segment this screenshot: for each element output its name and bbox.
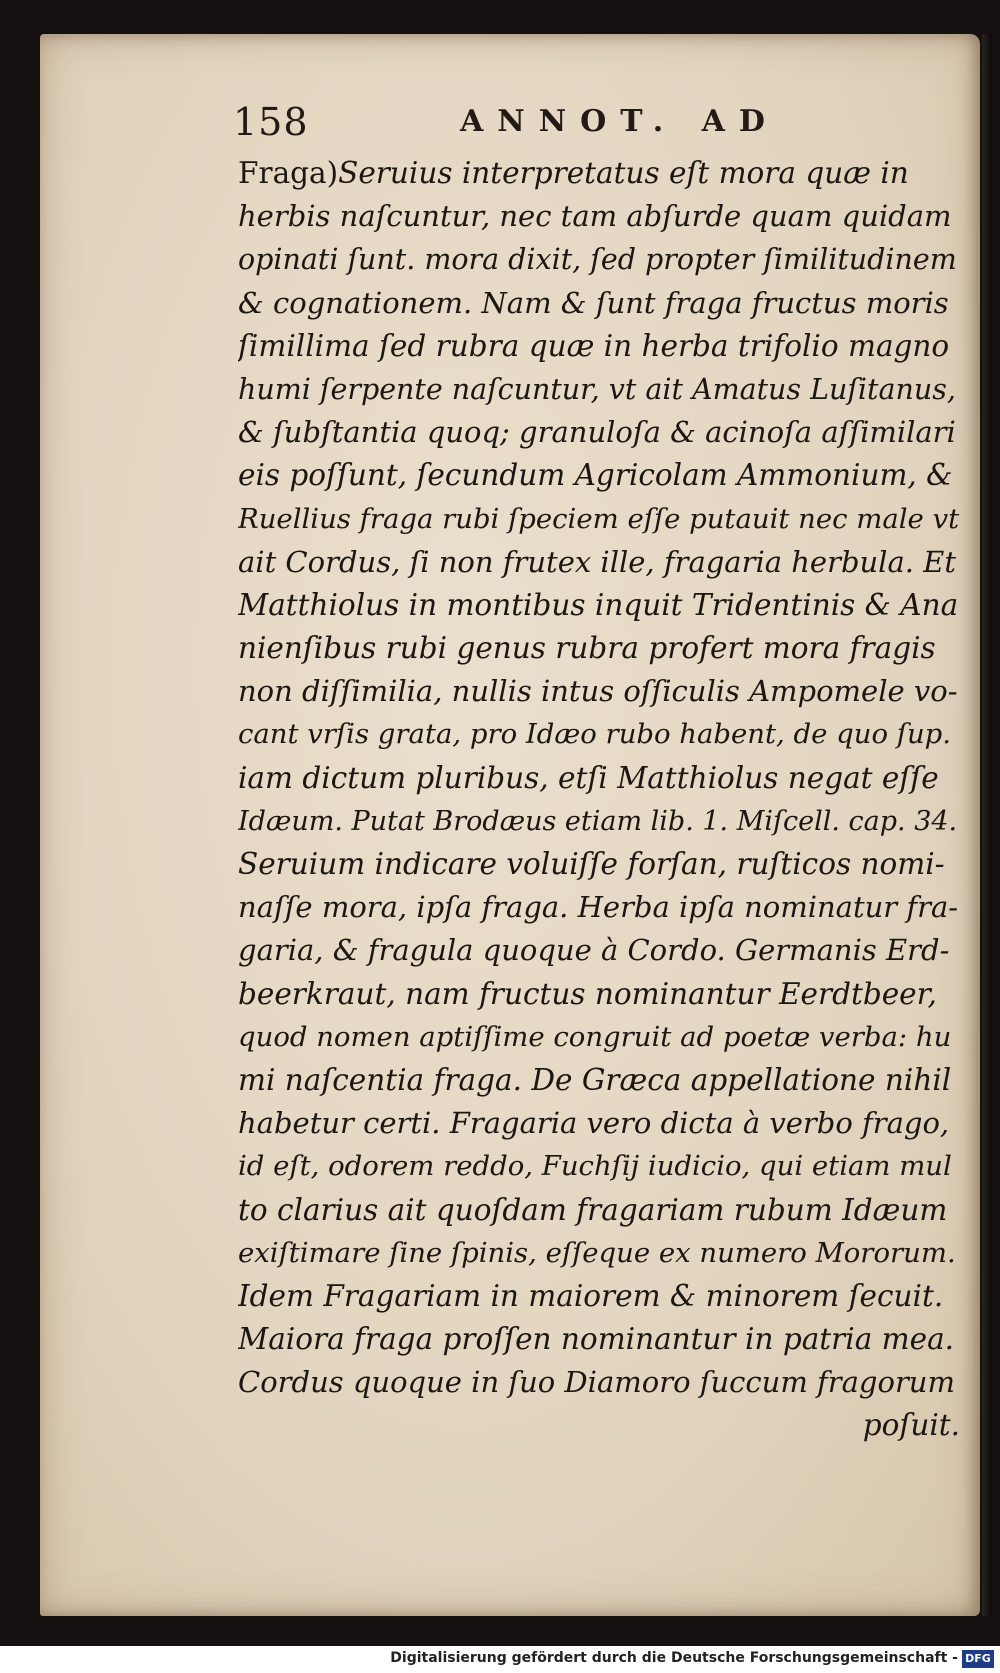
- text-line: Cordus quoque in ſuo Diamoro ſuccum fragorum: [238, 1365, 955, 1400]
- text-line: habetur certi. Fragaria vero dicta à verbo frago,: [238, 1106, 950, 1141]
- text-line: beerkraut, nam fructus nominantur Eerdtbeer,: [238, 976, 937, 1011]
- funding-credit: Digitalisierung gefördert durch die Deutsche Forschungsgemeinschaft -: [390, 1650, 958, 1666]
- text-line: & ſubſtantia quoq; granuloſa & acinoſa aſſimilari: [238, 415, 956, 450]
- text-line: Idæum. Putat Brodæus etiam lib. 1. Miſcell. cap. 34.: [238, 805, 958, 837]
- text-line: ſimillima ſed rubra quæ in herba trifolio magno: [238, 328, 950, 363]
- text-line: nienſibus rubi genus rubra profert mora fragis: [238, 631, 936, 666]
- dfg-logo-icon: DFG: [962, 1650, 994, 1668]
- text-line: Ruellius fraga rubi ſpeciem eſſe putauit nec male vt: [238, 502, 960, 535]
- text-line: cant vrſis grata, pro Idæo rubo habent, de quo ſup.: [238, 718, 951, 751]
- running-title: ANNOT. AD: [460, 104, 779, 139]
- digitization-footer: [0, 1646, 1000, 1673]
- body-text: [238, 152, 960, 1448]
- page-header: [0, 100, 1000, 150]
- text-line: [238, 152, 960, 195]
- page-edge: [982, 34, 992, 1616]
- text-line: Idem Fragariam in maiorem & minorem ſecuit.: [238, 1278, 944, 1313]
- text-line: Seruium indicare voluiſſe forſan, ruſticos nomi-: [238, 847, 945, 881]
- text-line: non diſſimilia, nullis intus oſſiculis Ampomele vo-: [238, 674, 958, 709]
- text-line: iam dictum pluribus, etſi Matthiolus negat eſſe: [238, 760, 939, 795]
- text-line: garia, & fragula quoque à Cordo. Germanis Erd-: [238, 933, 950, 968]
- lemma: Fraga): [238, 156, 339, 190]
- text-line: to clarius ait quoſdam fragariam rubum Idæum: [238, 1192, 948, 1227]
- text-line: eis poſſunt, ſecundum Agricolam Ammonium, &: [238, 458, 953, 493]
- text-line: Matthiolus in montibus inquit Tridentinis & Ana: [238, 587, 959, 622]
- text-line: opinati ſunt. mora dixit, ſed propter ſimilitudinem: [238, 243, 957, 277]
- text-line: id eſt, odorem reddo, Fuchſij iudicio, qui etiam mul: [238, 1150, 952, 1183]
- text-line: naſſe mora, ipſa fraga. Herba ipſa nominatur fra-: [238, 890, 959, 925]
- text-line: exiſtimare ſine ſpinis, eſſeque ex numero Mororum.: [238, 1236, 956, 1269]
- text-line: ait Cordus, ſi non frutex ille, fragaria herbula. Et: [238, 544, 957, 579]
- text-line: humi ſerpente naſcuntur, vt ait Amatus Luſitanus,: [238, 372, 956, 406]
- text-line: herbis naſcuntur, nec tam abſurde quam quidam: [238, 199, 952, 234]
- text-line: Maiora fraga proſſen nominantur in patria mea.: [238, 1322, 955, 1357]
- text-line-content: Seruius interpretatus eſt mora quæ in: [338, 156, 909, 190]
- page-number: 158: [233, 100, 309, 144]
- text-line: & cognationem. Nam & ſunt fraga fructus moris: [238, 285, 949, 320]
- text-line: quod nomen aptiſſime congruit ad poetæ verba: hu: [238, 1020, 952, 1053]
- text-line-final: poſuit.: [862, 1408, 960, 1443]
- text-line: mi naſcentia fraga. De Græca appellatione nihil: [238, 1062, 952, 1097]
